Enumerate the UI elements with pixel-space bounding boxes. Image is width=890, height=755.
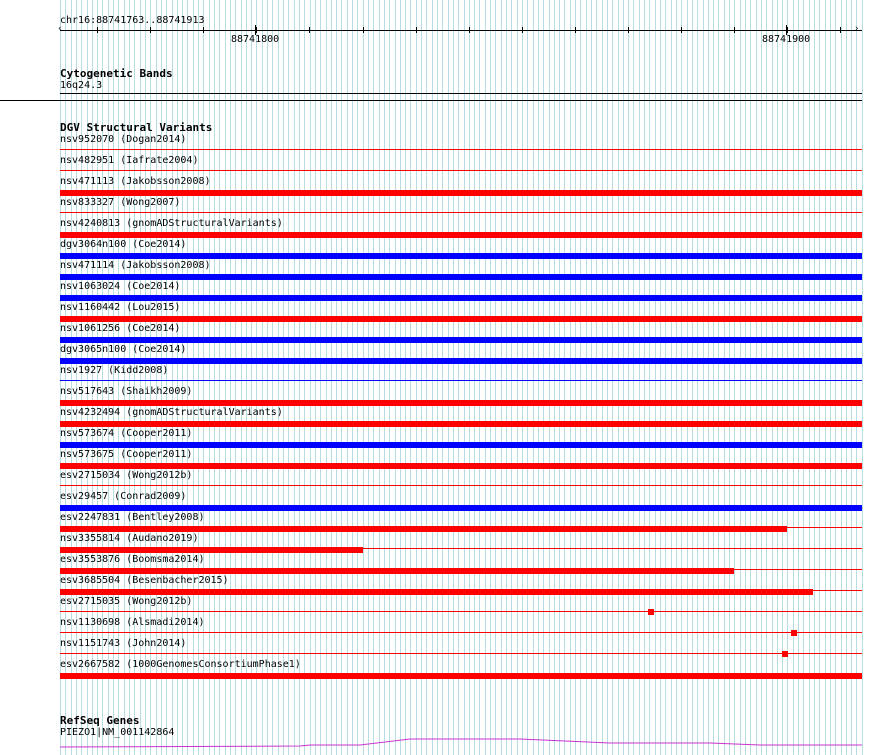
dgv-variant-feature[interactable]: [60, 190, 862, 196]
dgv-variant-label: nsv1151743 (John2014): [60, 638, 187, 649]
ruler-minor-tick: [256, 27, 257, 33]
dgv-variant-line: [60, 149, 862, 150]
ruler-location: chr16:88741763..88741913: [60, 15, 205, 26]
dgv-variant-feature[interactable]: [60, 400, 862, 406]
ruler-minor-tick: [681, 27, 682, 33]
dgv-variant-feature[interactable]: [782, 651, 788, 657]
ruler-minor-tick: [575, 27, 576, 33]
dgv-variant-label: dgv3065n100 (Coe2014): [60, 344, 187, 355]
dgv-variant-label: nsv471114 (Jakobsson2008): [60, 260, 211, 271]
ruler-minor-tick: [787, 27, 788, 33]
dgv-variant-label: nsv833327 (Wong2007): [60, 197, 181, 208]
dgv-variant-label: nsv1061256 (Coe2014): [60, 323, 181, 334]
dgv-variant-label: nsv517643 (Shaikh2009): [60, 386, 193, 397]
dgv-variant-label: esv3553876 (Boomsma2014): [60, 554, 205, 565]
dgv-variant-feature[interactable]: [60, 442, 862, 448]
dgv-variant-feature[interactable]: [60, 421, 862, 427]
ruler-minor-tick: [97, 27, 98, 33]
dgv-variant-label: esv2247831 (Bentley2008): [60, 512, 205, 523]
track-separator: [0, 100, 862, 101]
dgv-variant-feature[interactable]: [60, 358, 862, 364]
ruler-minor-tick: [840, 27, 841, 33]
dgv-variant-label: nsv482951 (Iafrate2004): [60, 155, 199, 166]
dgv-track-title: DGV Structural Variants: [60, 121, 213, 134]
ruler-minor-tick: [150, 27, 151, 33]
dgv-variant-feature[interactable]: [60, 568, 734, 574]
dgv-variant-label: nsv1160442 (Lou2015): [60, 302, 181, 313]
ruler-minor-tick: [203, 27, 204, 33]
dgv-variant-line: [60, 485, 862, 486]
dgv-variant-feature[interactable]: [648, 609, 654, 615]
dgv-variant-line: [60, 653, 862, 654]
dgv-variant-label: nsv952070 (Dogan2014): [60, 134, 187, 145]
ruler-minor-tick: [469, 27, 470, 33]
dgv-variant-line: [60, 380, 862, 381]
dgv-variant-label: nsv3355814 (Audano2019): [60, 533, 199, 544]
dgv-variant-line: [60, 632, 862, 633]
dgv-variant-line: [60, 170, 862, 171]
dgv-variant-label: nsv1130698 (Alsmadi2014): [60, 617, 205, 628]
ruler-minor-tick: [734, 27, 735, 33]
ruler-minor-tick: [363, 27, 364, 33]
ruler-line: [60, 30, 862, 31]
dgv-variant-label: esv2667582 (1000GenomesConsortiumPhase1): [60, 659, 301, 670]
dgv-variant-label: nsv1927 (Kidd2008): [60, 365, 169, 376]
dgv-variant-feature[interactable]: [60, 505, 862, 511]
dgv-variant-label: esv2715035 (Wong2012b): [60, 596, 193, 607]
ruler-minor-tick: [522, 27, 523, 33]
dgv-variant-label: nsv4240813 (gnomADStructuralVariants): [60, 218, 283, 229]
ruler-minor-tick: [309, 27, 310, 33]
dgv-variant-feature[interactable]: [60, 589, 813, 595]
cytoband-feature[interactable]: [60, 93, 862, 94]
dgv-variant-line: [60, 212, 862, 213]
dgv-variant-feature[interactable]: [60, 295, 862, 301]
ruler-left-arrow-icon: ‹: [58, 24, 62, 34]
dgv-variant-label: esv2715034 (Wong2012b): [60, 470, 193, 481]
dgv-variant-label: dgv3064n100 (Coe2014): [60, 239, 187, 250]
dgv-variant-feature[interactable]: [60, 547, 363, 553]
dgv-variant-label: nsv1063024 (Coe2014): [60, 281, 181, 292]
dgv-variant-feature[interactable]: [60, 526, 787, 532]
dgv-variant-feature[interactable]: [60, 274, 862, 280]
ruler-right-arrow-icon: ›: [855, 24, 859, 34]
dgv-variant-label: nsv573674 (Cooper2011): [60, 428, 193, 439]
dgv-variant-feature[interactable]: [60, 463, 862, 469]
cytoband-label: 16q24.3: [60, 80, 103, 91]
refseq-track-title: RefSeq Genes: [60, 714, 140, 727]
dgv-variant-label: nsv471113 (Jakobsson2008): [60, 176, 211, 187]
dgv-variant-label: esv3685504 (Besenbacher2015): [60, 575, 229, 586]
cytoband-track-title: Cytogenetic Bands: [60, 67, 173, 80]
refseq-gene-feature[interactable]: [0, 735, 890, 755]
ruler-tick-label: 88741900: [762, 34, 811, 45]
dgv-variant-label: nsv4232494 (gnomADStructuralVariants): [60, 407, 283, 418]
dgv-variant-label: nsv573675 (Cooper2011): [60, 449, 193, 460]
dgv-variant-feature[interactable]: [60, 316, 862, 322]
ruler-minor-tick: [416, 27, 417, 33]
dgv-variant-feature[interactable]: [60, 337, 862, 343]
dgv-variant-label: esv29457 (Conrad2009): [60, 491, 187, 502]
dgv-variant-feature[interactable]: [60, 232, 862, 238]
dgv-variant-feature[interactable]: [60, 253, 862, 259]
dgv-variant-feature[interactable]: [791, 630, 797, 636]
dgv-variant-feature[interactable]: [60, 673, 862, 679]
dgv-variant-line: [60, 611, 862, 612]
ruler-tick-label: 88741800: [231, 34, 280, 45]
ruler-minor-tick: [628, 27, 629, 33]
refseq-gene-label: PIEZO1|NM_001142864: [60, 727, 175, 738]
